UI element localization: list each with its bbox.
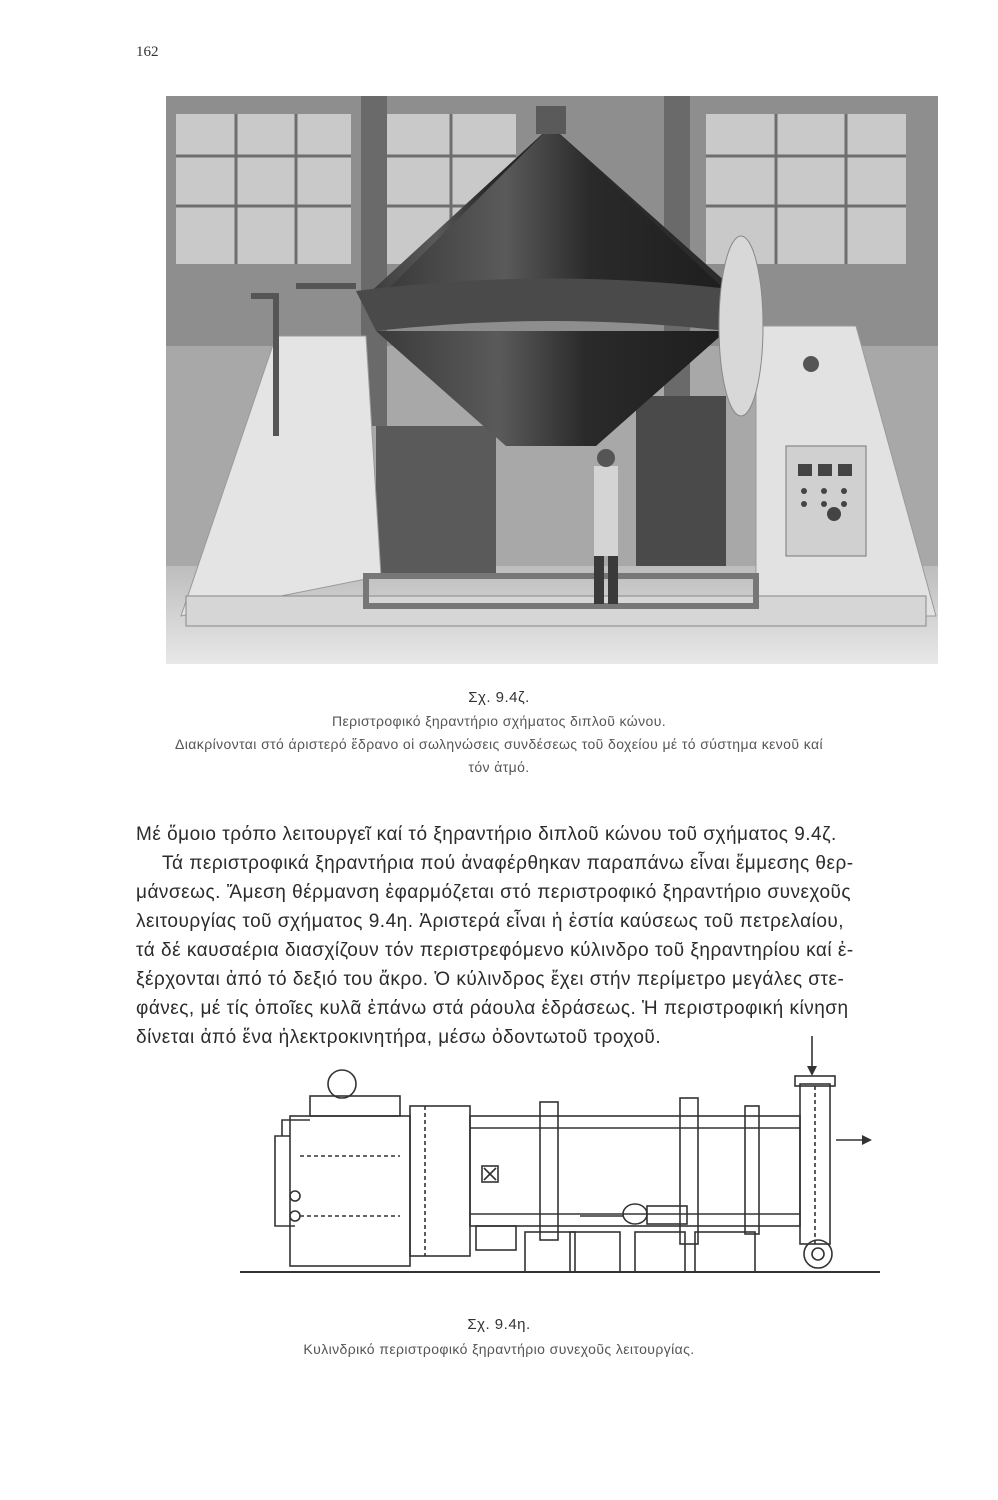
figure-1-label: Σχ. 9.4ζ. xyxy=(468,689,530,706)
figure-1-caption-line-1: Περιστροφικό ξηραντήριο σχήματος διπλοῦ κώνου. xyxy=(331,713,667,729)
body-line: Μέ ὅμοιο τρόπο λειτουργεῖ καί τό ξηραντήριο διπλοῦ κώνου τοῦ σχήματος 9.4ζ. xyxy=(136,824,837,845)
figure-2-label: Σχ. 9.4η. xyxy=(467,1316,531,1333)
figure-1-caption-line-2: Διακρίνονται στό άριστερό ἕδρανο οἱ σωληνώσεις συνδέσεως τοῦ δοχείου μέ τό σύστημα κενοῦ καί xyxy=(175,736,823,752)
body-line: φάνες, μέ τίς ὁποῖες κυλᾶ ἐπάνω στά ράουλα ἑδράσεως. Ἡ περιστροφική κίνηση xyxy=(136,998,849,1019)
page-number: 162 xyxy=(136,44,159,60)
double-cone-dryer-photo xyxy=(166,96,938,664)
rotary-dryer-drawing xyxy=(240,1036,900,1286)
figure-1-caption-line-3: τόν ἀτμό. xyxy=(468,759,530,775)
body-paragraphs xyxy=(136,820,962,1052)
body-line: λειτουργίας τοῦ σχήματος 9.4η. Ἀριστερά εἶναι ἡ ἑστία καύσεως τοῦ πετρελαίου, xyxy=(136,911,845,932)
body-line: ξέρχονται ἀπό τό δεξιό του ἄκρο. Ὁ κύλινδρος ἔχει στήν περίμετρο μεγάλες στε- xyxy=(136,969,845,990)
body-line: δίνεται ἀπό ἕνα ἠλεκτροκινητήρα, μέσω ὀδοντωτοῦ τροχοῦ. xyxy=(136,1027,662,1048)
body-line: μάνσεως. Ἄμεση θέρμανση ἐφαρμόζεται στό περιστροφικό ξηραντήριο συνεχοῦς xyxy=(136,882,852,903)
body-line: Τά περιστροφικά ξηραντήρια πού ἀναφέρθηκαν παραπάνω εἶναι ἔμμεσης θερ- xyxy=(162,853,854,874)
body-line: τά δέ καυσαέρια διασχίζουν τόν περιστρεφόμενο κύλινδρο τοῦ ξηραντηρίου καί ἐ- xyxy=(136,940,854,961)
figure-2-caption: Κυλινδρικό περιστροφικό ξηραντήριο συνεχοῦς λειτουργίας. xyxy=(303,1341,695,1357)
